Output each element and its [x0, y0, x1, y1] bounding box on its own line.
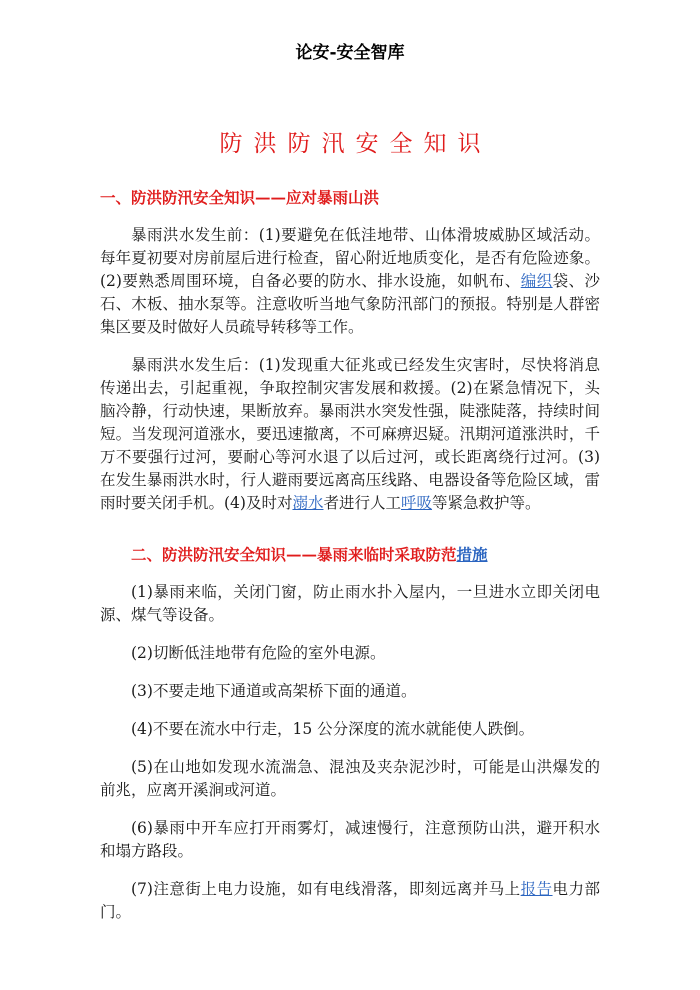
measures-link[interactable]: 措施 — [456, 545, 488, 564]
section2-heading — [100, 543, 600, 566]
drowning-link[interactable]: 溺水 — [292, 494, 324, 512]
list-item-text: (2)切断低洼地带有危险的室外电源。 — [131, 644, 386, 662]
list-item-text: (5)在山地如发现水流湍急、混浊及夹杂泥沙时，可能是山洪爆发的前兆，应离开溪涧或河道。 — [100, 758, 600, 799]
page-title: 防洪防汛安全知识 — [219, 131, 492, 157]
section1-paragraph-before-flood — [100, 224, 600, 339]
list-item — [100, 581, 600, 627]
paragraph-text: 者进行人工 — [323, 494, 401, 512]
list-item — [100, 756, 600, 802]
breathing-link[interactable]: 呼吸 — [401, 494, 433, 512]
section1-paragraph-after-flood — [100, 354, 600, 515]
list-item-text: (4)不要在流水中行走，15 公分深度的流水就能使人跌倒。 — [131, 720, 535, 738]
list-item-text: (6)暴雨中开车应打开雨雾灯，减速慢行，注意预防山洪，避开积水和塌方路段。 — [100, 819, 600, 860]
paragraph-text: 暴雨洪水发生前：(1)要避免在低洼地带、山体滑坡威胁区域活动。每年夏初要对房前屋后进行检查，留心附近地质变化，是否有危险迹象。(2)要熟悉周围环境，自备必要的防水、排水设施，如帆布、 — [100, 226, 600, 290]
list-item — [100, 718, 600, 741]
weaving-bag-link[interactable]: 编织 — [520, 272, 553, 290]
list-item-text: 电力部门。 — [100, 880, 600, 921]
report-link[interactable]: 报告 — [520, 880, 553, 898]
site-header: 论安-安全智库 — [295, 43, 405, 63]
list-item-text: (7)注意街上电力设施，如有电线滑落，即刻远离并马上 — [131, 880, 521, 898]
list-item-text: (3)不要走地下通道或高架桥下面的通道。 — [131, 682, 417, 700]
list-item-text: (1)暴雨来临，关闭门窗，防止雨水扑入屋内，一旦进水立即关闭电源、煤气等设备。 — [100, 583, 600, 624]
list-item — [100, 817, 600, 863]
paragraph-text: 暴雨洪水发生后：(1)发现重大征兆或已经发生灾害时，尽快将消息传递出去，引起重视，争取控制灾害发展和救援。(2)在紧急情况下，头脑冷静，行动快速，果断放弃。暴雨洪水突发性强，陡涨陡落，持续时间短。当发现河道涨水，要迅速撤离，不可麻痹迟疑。汛期河道涨洪时，千万不要强行过河，要耐心等河水退了以后过河，或长距离绕行过河。(3)在发生暴雨洪水时，行人避雨要远离高压线路、电器设备等危险区域，雷雨时要关闭手机。(4)及时对 — [100, 356, 600, 512]
paragraph-text: 等紧急救护等。 — [432, 494, 541, 512]
list-item — [100, 680, 600, 703]
list-item — [100, 642, 600, 665]
paragraph-text: 袋、沙石、木板、抽水泵等。注意收听当地气象防汛部门的预报。特别是人群密集区要及时做好人员疏导转移等工作。 — [100, 272, 600, 336]
section2-heading-text: 二、防洪防汛安全知识——暴雨来临时采取防范 — [131, 545, 457, 564]
section1-heading: 一、防洪防汛安全知识——应对暴雨山洪 — [100, 188, 380, 207]
list-item — [100, 878, 600, 924]
